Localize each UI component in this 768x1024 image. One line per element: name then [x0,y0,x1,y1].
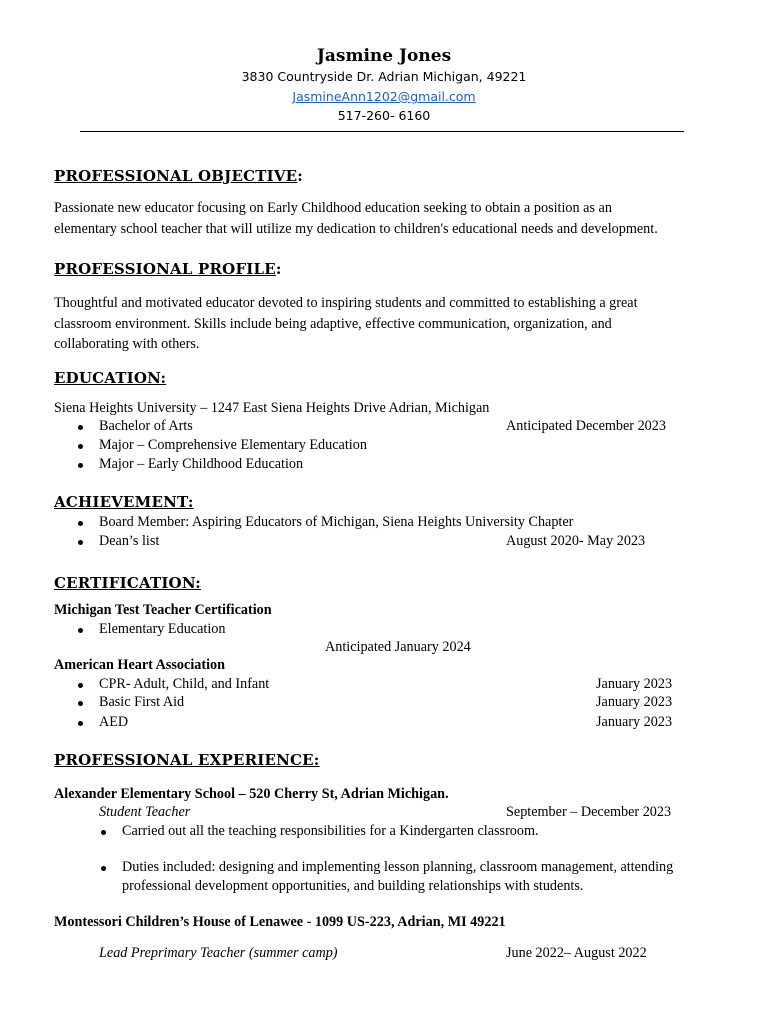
bullet [78,444,83,449]
certification-group-2-item-2: Basic First Aid [99,694,185,710]
profile-heading-colon: : [275,260,282,278]
education-item-3: Major – Early Childhood Education [99,456,304,472]
objective-line-2: elementary school teacher that will utilize my dedication to children's educational needs and development. [54,220,658,237]
job-1-role: Student Teacher [99,804,191,820]
bullet [78,683,83,688]
job-1-bullet-2-line-2: professional development opportunities, and building relationships with students. [122,878,584,894]
bullet [78,721,83,726]
achievement-heading [54,493,194,511]
profile-line-2: classroom environment. Skills include being adaptive, effective communication, organization, and [54,315,612,332]
profile-heading [54,260,282,278]
objective-heading [54,167,303,185]
bullet [78,628,83,633]
bullet [101,866,106,871]
certification-group-2-item-3-date: January 2023 [596,714,673,730]
education-heading [54,369,166,387]
phone: 517-260- 6160 [337,108,431,123]
certification-group-2-item-1: CPR- Adult, Child, and Infant [99,676,270,692]
objective-heading-text: PROFESSIONAL OBJECTIVE [54,167,298,185]
achievement-heading-text: ACHIEVEMENT: [54,493,194,511]
header-divider [80,131,684,132]
objective-line-1: Passionate new educator focusing on Early Childhood education seeking to obtain a position as an [54,200,612,216]
certification-group-2-item-2-date: January 2023 [596,694,673,710]
education-item-1: Bachelor of Arts [99,418,193,434]
achievement-item-2: Dean’s list [99,533,160,549]
job-1-bullet-2-line-1: Duties included: designing and implementing lesson planning, classroom management, attending [122,859,674,875]
certification-group-1-title: Michigan Test Teacher Certification [54,602,272,618]
email-link[interactable]: JasmineAnn1202@gmail.com [292,89,476,104]
bullet [78,425,83,430]
education-item-1-date: Anticipated December 2023 [506,418,666,434]
certification-group-1-item: Elementary Education [99,621,226,637]
certification-group-2-title: American Heart Association [54,657,226,673]
certification-heading [54,574,201,592]
bullet [78,540,83,545]
certification-group-2-item-1-date: January 2023 [596,676,673,692]
job-1-bullet-1: Carried out all the teaching responsibilities for a Kindergarten classroom. [122,823,539,839]
profile-text [54,293,714,355]
bullet [78,701,83,706]
job-2-employer: Montessori Children’s House of Lenawee - 1099 US-223, Adrian, MI 49221 [54,914,506,930]
profile-heading-text: PROFESSIONAL PROFILE [54,260,276,278]
bullet [101,830,106,835]
email-line [0,89,768,104]
profile-line-3: collaborating with others. [54,336,200,352]
experience-heading [54,751,320,769]
certification-group-2-item-3: AED [99,714,129,730]
certification-group-1-date: Anticipated January 2024 [325,639,471,655]
job-1-dates: September – December 2023 [506,804,672,820]
profile-line-1: Thoughtful and motivated educator devoted to inspiring students and committed to establishing a great [54,295,638,311]
education-heading-text: EDUCATION: [54,369,167,387]
certification-heading-text: CERTIFICATION: [54,574,201,592]
achievement-item-1: Board Member: Aspiring Educators of Michigan, Siena Heights University Chapter [99,514,574,530]
objective-heading-colon: : [297,167,304,185]
education-item-2: Major – Comprehensive Elementary Education [99,437,367,453]
job-2-role: Lead Preprimary Teacher (summer camp) [99,945,338,961]
job-1-employer: Alexander Elementary School – 520 Cherry St, Adrian Michigan. [54,786,449,802]
address: 3830 Countryside Dr. Adrian Michigan, 49221 [241,69,527,84]
education-school: Siena Heights University – 1247 East Siena Heights Drive Adrian, Michigan [54,400,490,416]
candidate-name: Jasmine Jones [316,46,452,66]
job-2-dates: June 2022– August 2022 [506,945,647,961]
achievement-item-2-date: August 2020- May 2023 [506,533,646,549]
bullet [78,463,83,468]
bullet [78,521,83,526]
objective-text [54,198,714,239]
experience-heading-text: PROFESSIONAL EXPERIENCE: [54,751,320,769]
